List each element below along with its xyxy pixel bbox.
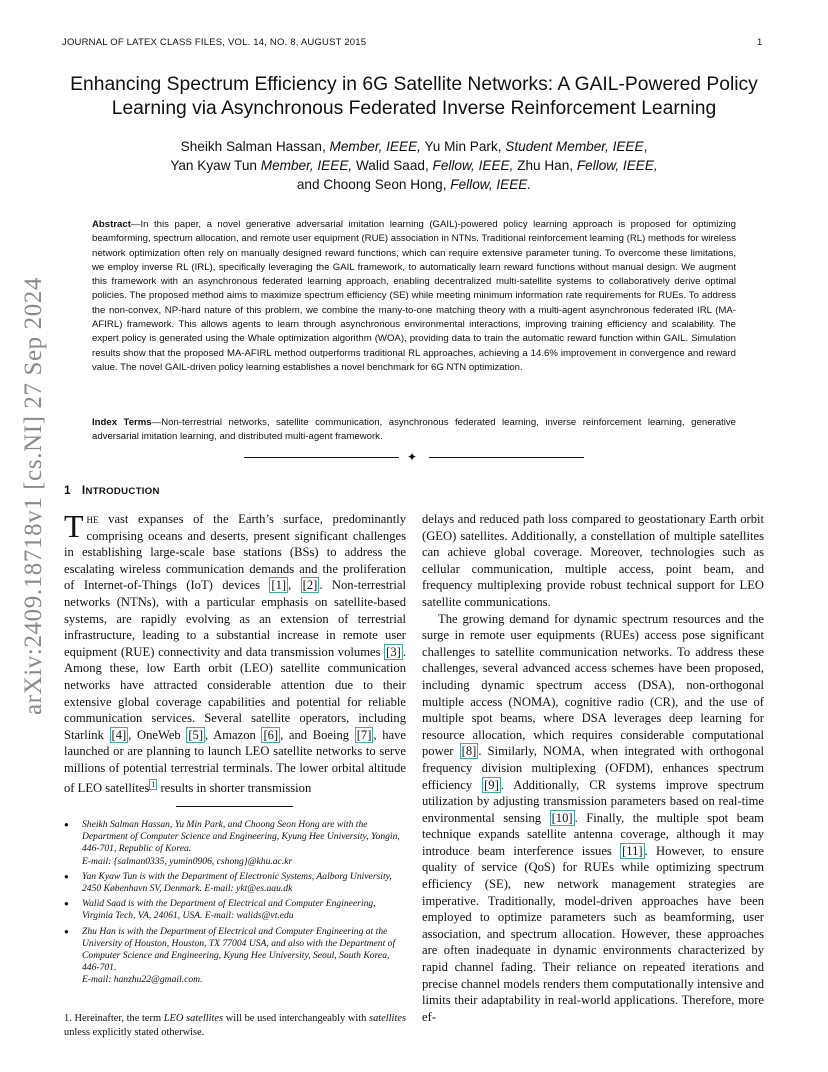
author-name: Zhu Han, [513, 158, 577, 173]
citation-link[interactable]: [3] [386, 644, 401, 659]
index-terms [92, 416, 736, 445]
arxiv-stamp [14, 276, 54, 716]
footnote-term: satellites [369, 1013, 406, 1024]
citation-link[interactable]: [5] [188, 727, 204, 742]
affiliation-text: Walid Saad is with the Department of Electrical and Computer Engineering, Virginia Tech, VA, 24061, USA. E-mail: walids@vt.edu [82, 898, 376, 922]
author-name: Yan Kyaw Tun [170, 158, 261, 173]
body-column-right [422, 511, 764, 1025]
author-line-1 [110, 137, 718, 156]
author-role: Member, IEEE, [329, 139, 421, 154]
drop-cap: T [64, 508, 84, 544]
author-name: Walid Saad, [352, 158, 433, 173]
author-name: Yu Min Park, [420, 139, 506, 154]
separator-rule-left [244, 457, 399, 458]
text-run: unless explicitly stated otherwise. [64, 1026, 205, 1038]
author-role: Fellow, IEEE, [432, 158, 514, 173]
text-run: . Finally, the multiple spot beam technique expands satellite antenna coverage, although it may introduce beam interference issues [422, 810, 764, 858]
author-list [110, 137, 718, 194]
affiliation-item [64, 898, 406, 922]
smallcaps-lead: he [86, 512, 99, 526]
body-column-left [64, 508, 406, 796]
author-sep: , [643, 139, 648, 154]
author-role: Student Member, IEEE [505, 139, 644, 154]
abstract-text: —In this paper, a novel generative adversarial imitation learning (GAIL)-powered policy learning approach is proposed for optimizing beamforming, spectrum allocation, and remote user equipment (RUE) association in NTNs. Traditional reinforcement learning (RL) methods for wireless network optimization often rely on manually designed reward functions, which can require extensive parameter tuning. To overcome these limitations, we employ inverse RL (IRL), specifically leveraging the GAIL framework, to automatically learn reward functions without manual design. We augment this framework with an asynchronous federated learning approach, enabling decentralized multi-satellite systems to collaboratively derive optimal policies. The proposed method aims to maximize spectrum efficiency (SE) while meeting minimum information rate requirements for RUEs. To address the non-convex, NP-hard nature of this problem, we combine the many-to-one matching theory with a multi-agent asynchronous federated IRL (MA-AFIRL) framework. This allows agents to learn through asynchronous environmental interactions, improving training efficiency and scalability. The expert policy is generated using the Whale optimization algorithm (WOA), providing data to train the automatic reward function within GAIL. Simulation results show that the proposed MA-AFIRL method outperforms traditional RL approaches, achieving a 14.6% improvement in convergence and reward value. The novel GAIL-driven policy learning establishes a novel benchmark for 6G NTN optimization. [92, 219, 736, 373]
text-run: Hereinafter, the term [71, 1013, 164, 1024]
affiliation-email: E-mail: hanzhu22@gmail.com. [82, 974, 203, 986]
text-run: , Amazon [205, 727, 262, 742]
arxiv-stamp-text: arXiv:2409.18718v1 [cs.NI] 27 Sep 2024 [20, 276, 47, 716]
citation-link[interactable]: [8] [461, 744, 477, 759]
citation-link[interactable]: [1] [271, 578, 287, 593]
citation-link[interactable]: [2] [302, 578, 318, 593]
running-head: JOURNAL OF LATEX CLASS FILES, VOL. 14, NO. 8, AUGUST 2015 [62, 37, 367, 48]
paragraph [422, 611, 764, 1026]
affiliation-item [64, 925, 406, 987]
bullet-icon: ● [64, 820, 69, 829]
paragraph [64, 508, 406, 796]
affiliation-list [64, 819, 406, 987]
text-run: , [288, 578, 301, 593]
author-role: Member, IEEE, [260, 158, 353, 173]
text-run: The growing demand for dynamic spectrum resources and the surge in remote user equipments (RUEs) access pose significant challenges to satellite communication networks. To address these challenges, several advanced access schemes have been proposed, including dynamic spectrum access (DSA), non-orthogonal multiple access (NOMA), cognitive radio (CR), and the use of multiple spot beams, where DSA leverages deep learning for resource allocation, which requires considerable computational power [422, 611, 764, 759]
text-run: vast expanses of the Earth’s surface, predominantly comprising oceans and deserts, present significant challenges in establishing large-scale base stations (BSs) to address the escalating wireless communication demands and the proliferation of Internet-of-Things (IoT) devices [64, 512, 406, 593]
affiliation-text: Sheikh Salman Hassan, Yu Min Park, and Choong Seon Hong are with the Department of Computer Science and Engineering, Kyung Hee University, Yongin, 446-701, Republic of Korea. [82, 819, 400, 855]
text-run: . However, to ensure quality of service (QoS) for RUEs while optimizing spectrum efficiency (SE), new network management strategies are imperative. Traditionally, model-driven approaches have been employed to optimize parameters such as beamforming, user association, and spectrum allocation. However, these approaches are often inadequate in dynamic environments characterized by rapid channel fading. Their reliance on repeated iterations and precise channel models renders them computationally intensive and limits their adaptability in real-world applications. Therefore, more ef- [422, 843, 765, 1024]
affiliation-item [64, 819, 406, 868]
author-name: and Choong Seon Hong, [296, 177, 451, 192]
affiliations [64, 819, 406, 990]
paragraph: delays and reduced path loss compared to geostationary Earth orbit (GEO) satellites. Additionally, a constellation of multiple satellites can achieve global coverage. Moreover, technologies such as cellular communication, multiple access, point beam, and frequency multiplexing provide robust technical support for LEO satellite communications. [422, 512, 764, 609]
footnote [64, 1012, 406, 1039]
author-line-2 [110, 156, 718, 175]
index-terms-label: Index Terms [92, 417, 152, 428]
bullet-icon: ● [64, 926, 69, 936]
page-number: 1 [757, 37, 763, 48]
text-run: . Non-terrestrial networks (NTNs), with a particular emphasis on satellite-based systems, are rapidly evolving as an extension of terrestrial infrastructure, leading to a substantial increase in remote user equipment (RUE) connectivity and data transmission volumes [64, 578, 406, 659]
affiliation-text: Yan Kyaw Tun is with the Department of Electronic Systems, Aalborg University, 2450 København SV, Denmark. E-mail: ykt@es.aau.dk [82, 870, 392, 895]
title-line-1: Enhancing Spectrum Efficiency in 6G Satellite Networks: A GAIL-Powered Policy [70, 74, 758, 95]
footnote-term: LEO satellites [163, 1013, 224, 1024]
text-run: . Similarly, NOMA, when integrated with orthogonal frequency division multiplexing (OFDM), enhances spectrum efficiency [422, 744, 764, 792]
citation-link[interactable]: [10] [551, 810, 573, 825]
section-heading [64, 483, 160, 497]
section-number: 1 [64, 483, 71, 497]
index-terms-text: —Non-terrestrial networks, satellite communication, asynchronous federated learning, inverse reinforcement learning, generative adversarial imitation learning, and distributed multi-agent framework. [92, 417, 736, 443]
text-run: will be used interchangeably with [223, 1013, 370, 1024]
author-role: Fellow, IEEE. [450, 177, 532, 192]
affiliation-text: Zhu Han is with the Department of Electrical and Computer Engineering at the University of Houston, Houston, TX 77004 USA, and also with the Department of Computer Science and Engineering, Kyung Hee University, Seoul, South Korea, 446-701. [82, 925, 396, 974]
text-run: , and Boeing [280, 727, 355, 742]
text-run: , OneWeb [128, 727, 187, 742]
citation-link[interactable]: [9] [484, 777, 499, 792]
author-role: Fellow, IEEE, [576, 158, 658, 173]
text-run: . Among these, low Earth orbit (LEO) satellite communication networks have attracted considerable attention due to their extensive global coverage capabilities and potential for reliable communication services. Several satellite operators, including Starlink [64, 644, 406, 742]
bullet-icon: ● [64, 871, 69, 881]
abstract-label: Abstract [92, 219, 131, 230]
text-run: . Additionally, CR systems improve spectrum utilization by adjusting transmission parameters based on real-time environmental sensing [422, 777, 764, 825]
title-line-2: Learning via Asynchronous Federated Inverse Reinforcement Learning [111, 98, 717, 119]
bullet-icon: ● [64, 899, 69, 909]
text-run: , have launched or are planning to launch LEO satellite networks to serve millions of potential terrestrial terminals. The lower orbital altitude of LEO satellites [64, 727, 406, 795]
affiliation-email: E-mail: {salman0335, yumin0906, cshong}@khu.ac.kr [82, 855, 293, 867]
paper-title [40, 73, 788, 121]
separator-diamond-icon: ✦ [407, 450, 418, 464]
separator-rule-right [429, 457, 584, 458]
affiliation-item [64, 870, 406, 895]
footnote-marker-link[interactable]: 1 [151, 779, 156, 789]
citation-link[interactable]: [6] [263, 727, 279, 742]
footnote-rule [176, 806, 293, 807]
section-separator [244, 451, 584, 465]
citation-link[interactable]: [11] [622, 843, 643, 858]
footnote-number: 1. [64, 1013, 72, 1024]
author-line-3 [110, 175, 718, 194]
citation-link[interactable]: [4] [111, 727, 127, 742]
citation-link[interactable]: [7] [356, 727, 372, 742]
section-title-rest: NTRODUCTION [85, 486, 160, 497]
section-title-initial: I [81, 483, 86, 497]
abstract [92, 218, 736, 375]
author-name: Sheikh Salman Hassan, [180, 139, 330, 154]
text-run: results in shorter transmission [157, 780, 312, 795]
